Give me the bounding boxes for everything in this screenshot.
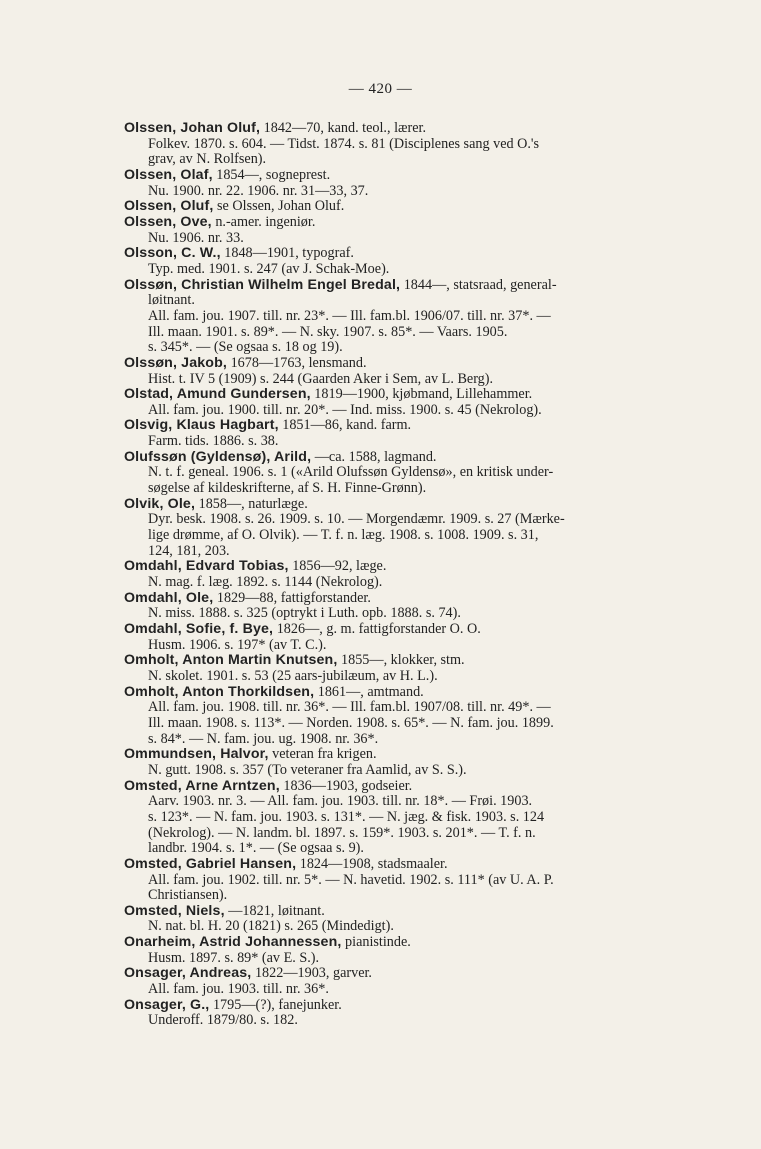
entry-description: —1821, løitnant.: [224, 902, 325, 919]
entry-reference-line: N. gutt. 1908. s. 357 (To veteraner fra Aamlid, av S. S.).: [148, 761, 467, 778]
entry-reference-line: N. skolet. 1901. s. 53 (25 aars-jubilæum, av H. L.).: [148, 667, 438, 684]
index-entry: [124, 215, 714, 246]
entry-reference-line: N. miss. 1888. s. 325 (optrykt i Luth. opb. 1888. s. 74).: [148, 605, 461, 622]
entry-heading: [124, 168, 714, 184]
index-entry: [124, 387, 714, 418]
index-entry: [124, 966, 714, 997]
entry-reference-line: Farm. tids. 1886. s. 38.: [148, 433, 279, 450]
index-entry: [124, 904, 714, 935]
entry-name: Ommundsen, Halvor,: [124, 746, 269, 763]
entry-reference-line: Aarv. 1903. nr. 3. — All. fam. jou. 1903. till. nr. 18*. — Frøi. 1903.: [148, 793, 533, 810]
entry-description: 1856—92, læge.: [288, 558, 387, 575]
entry-name: Omsted, Niels,: [124, 902, 225, 919]
entry-name: Olssøn, Christian Wilhelm Engel Bredal,: [124, 276, 401, 293]
entry-name: Olssen, Oluf,: [124, 198, 214, 215]
entry-description: n.-amer. ingeniør.: [211, 213, 316, 230]
entry-reference-line: Folkev. 1870. s. 604. — Tidst. 1874. s. 81 (Disciplenes sang ved O.'s: [148, 135, 540, 152]
entry-reference-line: N. nat. bl. H. 20 (1821) s. 265 (Mindedigt).: [148, 918, 394, 935]
entry-heading: [124, 497, 714, 513]
entry-description: 1826—, g. m. fattigforstander O. O.: [273, 621, 481, 637]
entry-description: veteran fra krigen.: [268, 746, 377, 763]
index-entry: [124, 622, 714, 653]
entry-name: Omholt, Anton Thorkildsen,: [124, 683, 315, 700]
entry-description: pianistinde.: [341, 934, 411, 951]
entry-heading: [124, 278, 714, 294]
entry-name: Omdahl, Ole,: [124, 589, 214, 606]
page-number: — 420 —: [348, 81, 413, 97]
entry-reference-line: Ill. maan. 1901. s. 89*. — N. sky. 1907. s. 85*. — Vaars. 1905.: [148, 323, 508, 340]
entry-reference-line: Typ. med. 1901. s. 247 (av J. Schak-Moe).: [148, 260, 390, 277]
index-entry: [124, 356, 714, 387]
entry-name: Olvik, Ole,: [124, 495, 196, 512]
entry-reference-line: grav, av N. Rolfsen).: [148, 151, 267, 168]
entry-heading: [124, 779, 714, 795]
index-entry: [124, 591, 714, 622]
entry-name: Onsager, G.,: [124, 996, 210, 1013]
entry-reference-line: Hist. t. IV 5 (1909) s. 244 (Gaarden Aker i Sem, av L. Berg).: [148, 370, 494, 387]
entry-reference-line: All. fam. jou. 1903. till. nr. 36*.: [148, 981, 329, 998]
entry-description: 1844—, statsraad, general-: [400, 276, 557, 293]
index-entry: [124, 935, 714, 966]
entry-description: 1678—1763, lensmand.: [227, 354, 367, 371]
index-entry: [124, 168, 714, 199]
entry-heading: [124, 685, 714, 701]
entry-reference-line: s. 84*. — N. fam. jou. ug. 1908. nr. 36*.: [148, 730, 379, 747]
entry-heading: [124, 387, 714, 403]
entry-reference-line: Husm. 1906. s. 197* (av T. C.).: [148, 636, 327, 653]
entry-reference-line: s. 345*. — (Se ogsaa s. 18 og 19).: [148, 339, 343, 356]
index-entry: [124, 857, 714, 904]
entry-name: Olsson, C. W.,: [124, 245, 221, 262]
entry-reference-line: All. fam. jou. 1902. till. nr. 5*. — N. havetid. 1902. s. 111* (av U. A. P.: [148, 871, 554, 888]
index-entry: [124, 199, 714, 215]
entry-name: Omholt, Anton Martin Knutsen,: [124, 652, 338, 669]
entry-name: Olstad, Amund Gundersen,: [124, 386, 311, 403]
entry-name: Omdahl, Edvard Tobias,: [124, 558, 289, 575]
entry-reference-line: lige drømme, af O. Olvik). — T. f. n. læg. 1908. s. 1008. 1909. s. 31,: [148, 527, 539, 544]
entry-heading: [124, 622, 714, 638]
entry-name: Olssøn, Jakob,: [124, 354, 228, 371]
index-entry: [124, 450, 714, 497]
entry-reference-line: Underoff. 1879/80. s. 182.: [148, 1012, 298, 1029]
entry-reference-line: landbr. 1904. s. 1*. — (Se ogsaa s. 9).: [148, 840, 364, 857]
entry-reference-line: Ill. maan. 1908. s. 113*. — Norden. 1908. s. 65*. — N. fam. jou. 1899.: [148, 714, 554, 731]
entry-reference-line: (Nekrolog). — N. landm. bl. 1897. s. 159*. 1903. s. 201*. — T. f. n.: [148, 824, 536, 841]
entry-description-continued: løitnant.: [148, 292, 195, 309]
entry-description: se Olssen, Johan Oluf.: [213, 198, 345, 215]
entry-reference-line: Nu. 1906. nr. 33.: [148, 229, 244, 246]
entry-description: 1854—, sogneprest.: [212, 166, 331, 183]
entry-reference-line: N. mag. f. læg. 1892. s. 1144 (Nekrolog).: [148, 574, 383, 591]
entry-heading: [124, 450, 714, 466]
index-entry: [124, 278, 714, 356]
index-entry: [124, 497, 714, 560]
entry-reference-line: N. t. f. geneal. 1906. s. 1 («Arild Olufssøn Gyldensø», en kritisk under-: [148, 464, 554, 481]
entry-name: Onsager, Andreas,: [124, 965, 252, 982]
entry-reference-line: Christiansen).: [148, 887, 228, 904]
entry-heading: [124, 935, 714, 951]
entry-name: Onarheim, Astrid Johannessen,: [124, 934, 342, 951]
entry-heading: [124, 857, 714, 873]
entry-description: 1851—86, kand. farm.: [278, 417, 412, 434]
entry-name: Omsted, Gabriel Hansen,: [124, 855, 297, 872]
entry-reference-line: Husm. 1897. s. 89* (av E. S.).: [148, 949, 320, 966]
entry-heading: [124, 199, 714, 215]
entry-name: Omdahl, Sofie, f. Bye,: [124, 621, 274, 637]
entry-name: Omsted, Arne Arntzen,: [124, 777, 280, 794]
entry-heading: [124, 591, 714, 607]
entry-reference-line: 124, 181, 203.: [148, 542, 230, 559]
entry-heading: [124, 418, 714, 434]
entry-description: 1861—, amtmand.: [314, 683, 424, 700]
entry-description: —ca. 1588, lagmand.: [311, 448, 437, 465]
index-entry: [124, 779, 714, 857]
entry-description: 1842—70, kand. teol., lærer.: [260, 120, 426, 136]
entry-description: 1829—88, fattigforstander.: [213, 589, 371, 606]
entry-name: Olssen, Ove,: [124, 213, 212, 230]
entry-heading: [124, 904, 714, 920]
entry-description: 1824—1908, stadsmaaler.: [296, 855, 448, 872]
index-entry: [124, 685, 714, 748]
entry-reference-line: All. fam. jou. 1908. till. nr. 36*. — Ill. fam.bl. 1907/08. till. nr. 49*. —: [148, 699, 551, 716]
index-entry: [124, 418, 714, 449]
entry-heading: [124, 966, 714, 982]
entry-heading: [124, 215, 714, 231]
entry-name: Olsvig, Klaus Hagbart,: [124, 417, 279, 434]
index-entry: [124, 246, 714, 277]
entry-heading: [124, 121, 714, 137]
entry-heading: [124, 356, 714, 372]
entry-description: 1822—1903, garver.: [251, 965, 372, 982]
entry-name: Olssen, Olaf,: [124, 166, 213, 183]
index-entry: [124, 653, 714, 684]
entry-reference-line: s. 123*. — N. fam. jou. 1903. s. 131*. — N. jæg. & fisk. 1903. s. 124: [148, 808, 545, 825]
entry-heading: [124, 747, 714, 763]
entry-reference-line: Nu. 1900. nr. 22. 1906. nr. 31—33, 37.: [148, 182, 369, 199]
entry-heading: [124, 559, 714, 575]
entry-heading: [124, 246, 714, 262]
entry-reference-line: All. fam. jou. 1900. till. nr. 20*. — Ind. miss. 1900. s. 45 (Nekrolog).: [148, 401, 542, 418]
entry-heading: [124, 653, 714, 669]
entry-reference-line: All. fam. jou. 1907. till. nr. 23*. — Ill. fam.bl. 1906/07. till. nr. 37*. —: [148, 307, 551, 324]
entry-reference-line: Dyr. besk. 1908. s. 26. 1909. s. 10. — Morgendæmr. 1909. s. 27 (Mærke-: [148, 511, 565, 528]
entry-description: 1836—1903, godseier.: [279, 777, 413, 794]
entry-list: [124, 121, 714, 1029]
entry-description: 1855—, klokker, stm.: [337, 652, 465, 669]
entry-description: 1848—1901, typograf.: [220, 245, 354, 262]
index-entry: [124, 747, 714, 778]
entry-name: Olufssøn (Gyldensø), Arild,: [124, 448, 312, 465]
entry-description: 1819—1900, kjøbmand, Lillehammer.: [310, 386, 533, 403]
index-entry: [124, 559, 714, 590]
entry-description: 1858—, naturlæge.: [195, 495, 308, 512]
entry-description: 1795—(?), fanejunker.: [209, 996, 342, 1013]
entry-name: Olssen, Johan Oluf,: [124, 120, 261, 136]
index-entry: [124, 998, 714, 1029]
entry-heading: [124, 998, 714, 1014]
entry-reference-line: søgelse af kildeskrifterne, af S. H. Finne-Grønn).: [148, 480, 427, 497]
index-entry: [124, 121, 714, 168]
